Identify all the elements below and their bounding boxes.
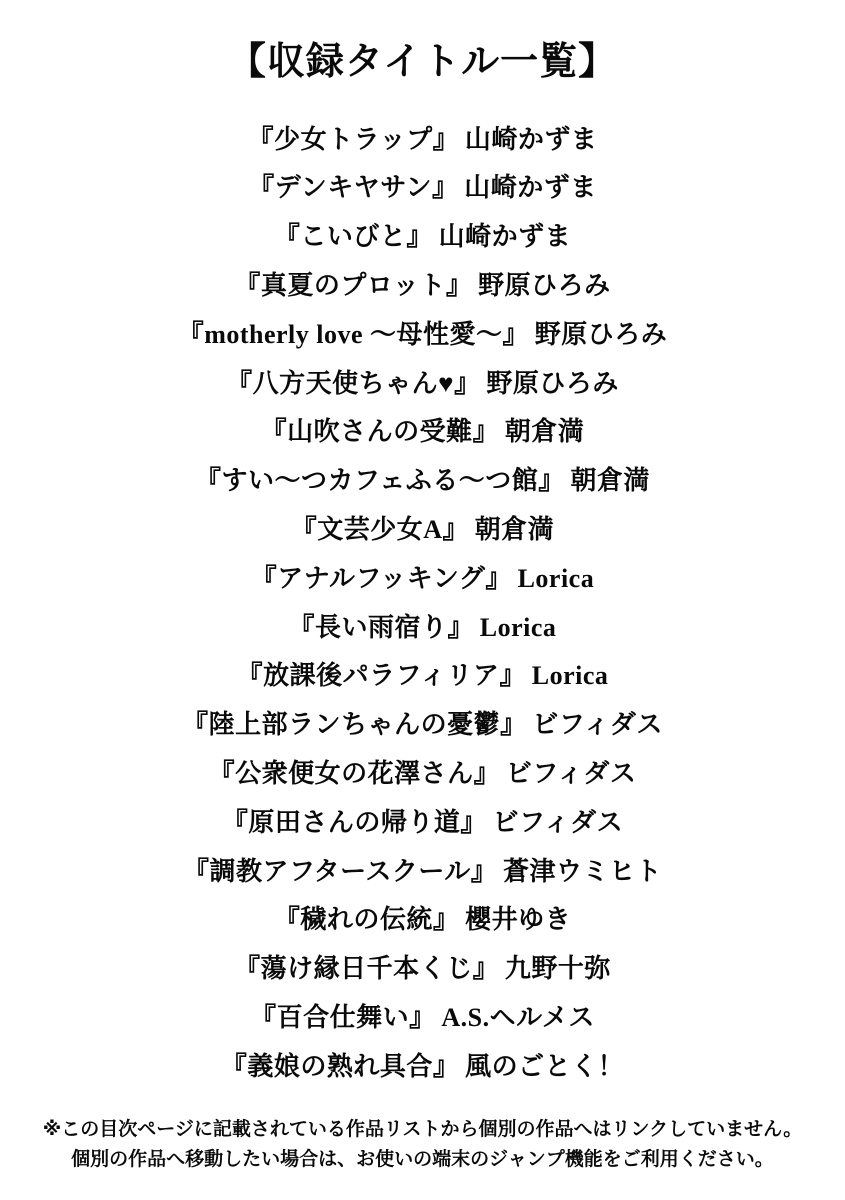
list-item [178,652,668,701]
list-item [178,750,668,799]
author-name: 野原ひろみ [486,368,619,398]
author-name: 野原ひろみ [478,270,611,300]
list-item [178,116,668,165]
work-title: 『八方天使ちゃん♥』 [226,368,481,398]
list-item [178,164,668,213]
list-item [178,213,668,262]
author-name: 山崎かずま [438,222,572,252]
list-item [178,408,668,457]
work-title: 『放課後パラフィリア』 [236,661,527,691]
list-item [178,994,668,1043]
work-title: 『こいびと』 [273,222,433,252]
work-title: 『穢れの伝統』 [273,905,460,935]
work-title: 『原田さんの帰り道』 [221,807,487,837]
footer-note [43,1115,802,1175]
author-name: Lorica [517,563,595,593]
work-title: 『真夏のプロット』 [234,270,473,300]
list-item [178,848,668,897]
author-name: 風のごとく！ [465,1051,625,1081]
work-title: 『調教アフタースクール』 [182,856,498,886]
work-title: 『陸上部ランちゃんの憂鬱』 [182,710,527,740]
work-title: 『アナルフッキング』 [250,563,512,593]
list-item [178,1043,668,1092]
note-line-2: 個別の作品へ移動したい場合は、お使いの端末のジャンプ機能をご利用ください。 [71,1148,774,1170]
author-name: Lorica [479,612,557,642]
list-item [178,701,668,750]
list-item [178,506,668,555]
author-name: 朝倉満 [570,466,650,496]
author-name: 朝倉満 [474,514,555,544]
work-title: 『義娘の熟れ具合』 [220,1051,460,1081]
author-name: 山崎かずま [464,124,598,154]
work-title: 『すい～つカフェふる～つ館』 [195,466,565,496]
work-title: 『少女トラップ』 [247,124,460,154]
list-item [178,799,668,848]
author-name: 九野十弥 [504,954,611,984]
list-item [178,555,668,604]
author-name: 櫻井ゆき [465,905,572,935]
author-name: Lorica [531,661,609,691]
list-item [178,360,668,409]
author-name: 野原ひろみ [534,319,668,349]
list-item [178,896,668,945]
author-name: ビフィダス [532,710,663,740]
work-title: 『motherly love ～母性愛～』 [177,319,530,349]
work-title: 『蕩け縁日千本くじ』 [234,954,500,984]
author-name: 朝倉満 [504,417,585,447]
work-title: 『文芸少女A』 [290,514,470,544]
author-name: ビフィダス [492,807,624,837]
title-list [178,116,668,1092]
work-title: 『長い雨宿り』 [288,612,475,642]
work-title: 『百合仕舞い』 [250,1002,436,1032]
list-item [178,457,668,506]
work-title: 『公衆便女の花澤さん』 [208,758,501,788]
author-name: ビフィダス [505,758,637,788]
note-line-1: ※この目次ページに記載されている作品リストから個別の作品へはリンクしていません。 [42,1118,803,1140]
author-name: 山崎かずま [464,173,597,203]
work-title: 『山吹さんの受難』 [260,417,500,447]
work-title: 『デンキヤサン』 [248,173,459,203]
author-name: A.S.ヘルメス [441,1002,595,1032]
list-item [178,945,668,994]
list-item [178,311,668,360]
list-item [178,604,668,653]
list-item [178,262,668,311]
page-title: 【収録タイトル一覧】 [227,41,618,83]
author-name: 蒼津ウミヒト [503,856,663,886]
